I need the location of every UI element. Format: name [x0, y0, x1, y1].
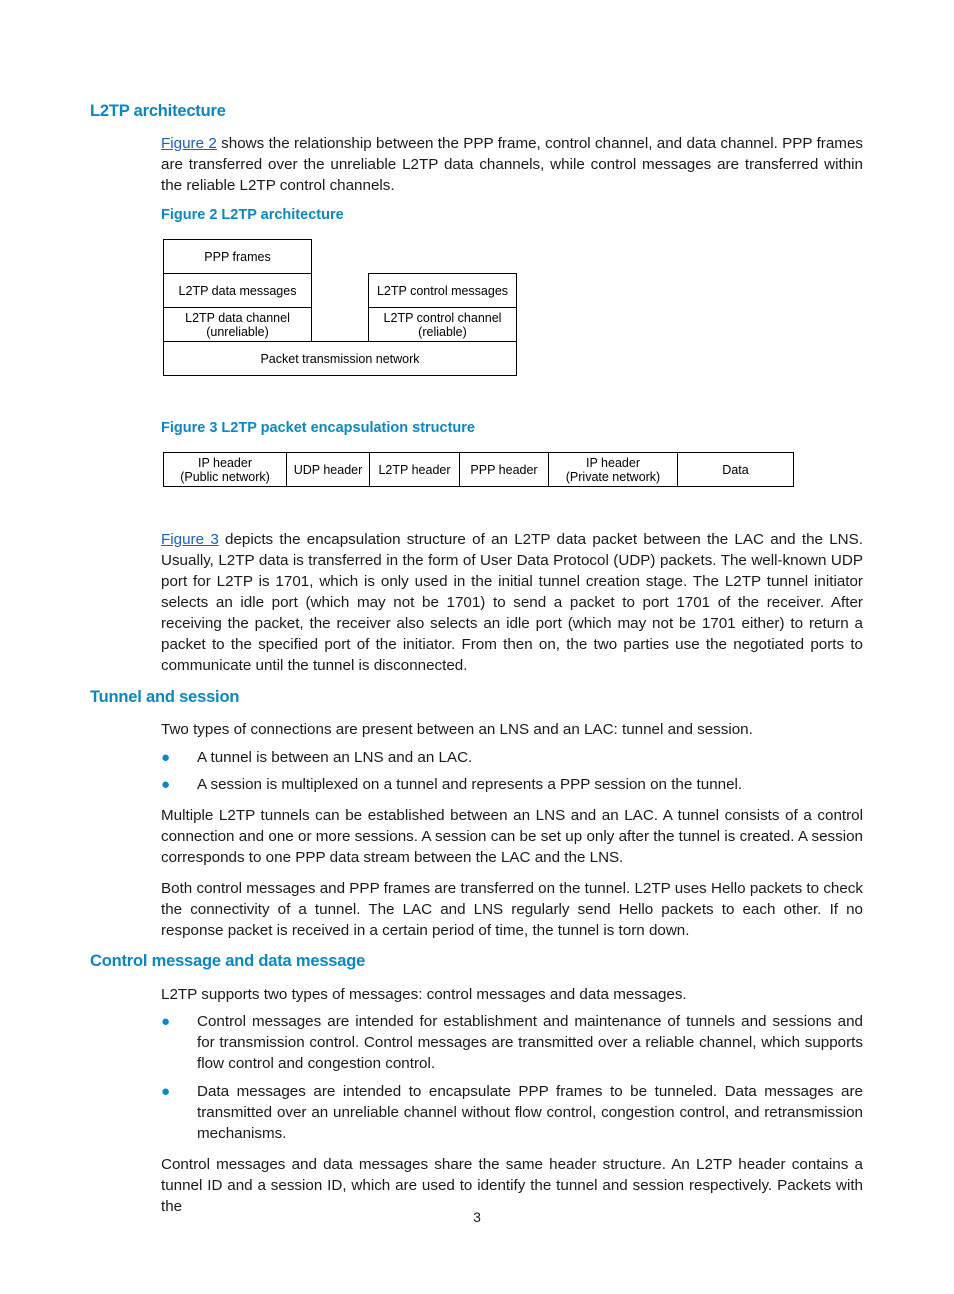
- l2tp-data-messages-box: L2TP data messages: [163, 273, 312, 308]
- paragraph-tunnel-intro: Two types of connections are present between an LNS and an LAC: tunnel and session.: [161, 721, 753, 738]
- figure-3-caption: Figure 3 L2TP packet encapsulation structure: [161, 420, 475, 436]
- ppp-frames-box: PPP frames: [163, 239, 312, 274]
- list-item-text: A tunnel is between an LNS and an LAC.: [197, 749, 473, 766]
- bullet-icon: ●: [161, 1013, 171, 1030]
- packet-transmission-network-box: Packet transmission network: [163, 341, 517, 376]
- bullet-icon: ●: [161, 749, 171, 766]
- list-item-text: Data messages are intended to encapsulate PPP frames to be tunneled. Data messages are transmitted over an unreliable channel without flow control, congestion control, and retransmission mechanisms.: [197, 1083, 863, 1142]
- figure-2-caption: Figure 2 L2TP architecture: [161, 207, 344, 223]
- section-heading-l2tp-architecture: L2TP architecture: [90, 102, 226, 120]
- paragraph-architecture-text: shows the relationship between the PPP frame, control channel, and data channel. PPP frames are transferred over the unreliable L2TP data channels, while control messages are transferred within the reliable L2TP control channels.: [161, 135, 864, 194]
- data-cell: Data: [677, 452, 794, 487]
- l2tp-data-channel-box: L2TP data channel (unreliable): [163, 307, 312, 342]
- l2tp-control-messages-box: L2TP control messages: [368, 273, 517, 308]
- bullet-icon: ●: [161, 776, 171, 793]
- list-item: [161, 1011, 863, 1074]
- figure-2-link[interactable]: Figure 2: [161, 135, 217, 152]
- paragraph-hello-packets: Both control messages and PPP frames are transferred on the tunnel. L2TP uses Hello packets to check the connectivity of a tunnel. The LAC and LNS regularly send Hello packets to each other. If no response packet is received in a certain period of time, the tunnel is torn down.: [161, 880, 863, 939]
- list-item-text: A session is multiplexed on a tunnel and represents a PPP session on the tunnel.: [197, 776, 743, 793]
- list-item: [161, 774, 863, 795]
- udp-header-cell: UDP header: [286, 452, 370, 487]
- list-item: [161, 1081, 863, 1144]
- paragraph-encapsulation: [161, 529, 863, 676]
- ppp-header-cell: PPP header: [459, 452, 549, 487]
- bullet-icon: ●: [161, 1083, 171, 1100]
- paragraph-header-structure: Control messages and data messages share the same header structure. An L2TP header contains a tunnel ID and a session ID, which are used to identify the tunnel and session respectively. Packets with the: [161, 1156, 863, 1215]
- figure-3-link[interactable]: Figure 3: [161, 531, 219, 548]
- ip-header-public-cell: IP header (Public network): [163, 452, 287, 487]
- list-item: [161, 747, 863, 768]
- paragraph-tunnel-details: Multiple L2TP tunnels can be established between an LNS and an LAC. A tunnel consists of a control connection and one or more sessions. A session can be set up only after the tunnel is created. A session corresponds to one PPP data stream between the LAC and the LNS.: [161, 807, 863, 866]
- ip-header-private-cell: IP header (Private network): [548, 452, 678, 487]
- l2tp-control-channel-box: L2TP control channel (reliable): [368, 307, 517, 342]
- list-item-text: Control messages are intended for establishment and maintenance of tunnels and sessions and for transmission control. Control messages are transmitted over a reliable channel, which supports flow control and congestion control.: [197, 1013, 863, 1072]
- section-heading-control-and-data-message: Control message and data message: [90, 952, 366, 970]
- page-number: 3: [473, 1209, 481, 1225]
- paragraph-architecture: [161, 133, 863, 196]
- paragraph-encapsulation-text: depicts the encapsulation structure of an L2TP data packet between the LAC and the LNS. Usually, L2TP data is transferred in the form of User Data Protocol (UDP) packets. The well-known UDP port for L2TP is 1701, which is only used in the initial tunnel creation stage. The L2TP tunnel initiator selects an idle port (which may not be 1701) to send a packet to port 1701 of the receiver. After receiving the packet, the receiver also selects an idle port (which may not be 1701 either) to return a packet to the specified port of the initiator. From then on, the two parties use the negotiated ports to communicate until the tunnel is disconnected.: [161, 531, 863, 674]
- paragraph-message-types: L2TP supports two types of messages: control messages and data messages.: [161, 986, 687, 1003]
- l2tp-header-cell: L2TP header: [369, 452, 460, 487]
- section-heading-tunnel-and-session: Tunnel and session: [90, 688, 240, 706]
